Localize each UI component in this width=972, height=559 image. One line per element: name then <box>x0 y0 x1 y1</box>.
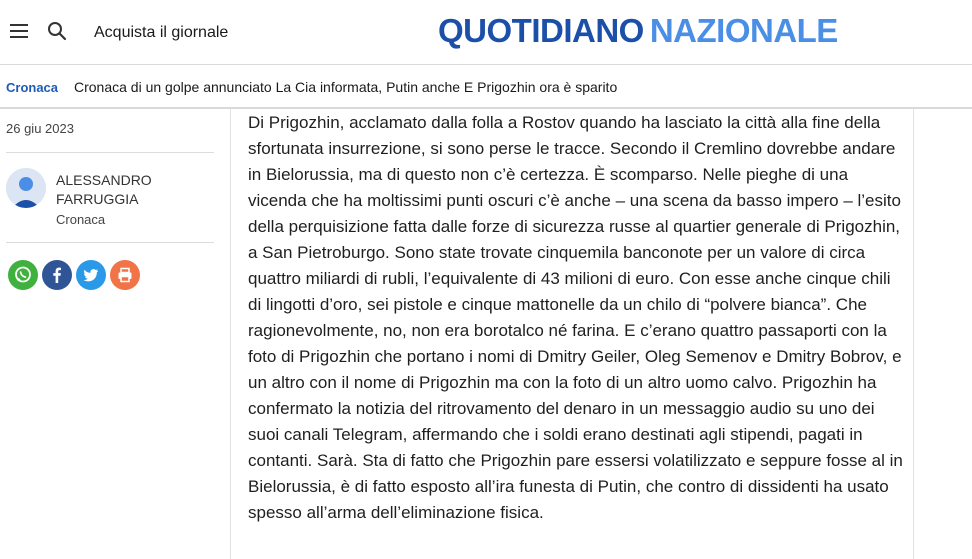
site-logo[interactable] <box>438 12 838 50</box>
divider <box>6 152 214 153</box>
print-icon <box>110 260 140 290</box>
article-paragraph: Di Prigozhin, acclamato dalla folla a Rostov quando ha lasciato la città alla fine della sfortunata insurrezione, si sono perse le tracce. Secondo il Cremlino dovrebbe andare in Bielorussia, ma di questo non c’è certezza. È scomparso. Nelle pieghe di una vicenda che ha moltissimi punti oscuri c’è anche – una scena da basso impero – l’esito della perquisizione fatta dalle forze di sicurezza russe al quartier generale di Prigozhin, a San Pietroburgo. Sono state trovate cinquemila banconote per un valore di circa quattro miliardi di rubli, l’equivalente di 43 milioni di euro. Con esse anche cinque chili di lingotti d’oro, sei pistole e cinque mattonelle da un chilo di “polvere bianca”. Che ragionevolmente, no, non era borotalco né farina. E c’erano quattro passaporti con la foto di Prigozhin che portano i nomi di Dmitry Geiler, Oleg Semenov e Dmitry Bobrov, e un altro con il nome di Prigozhin ma con la foto di un altro uomo calvo. Prigozhin ha confermato la notizia del ritrovamento del denaro in un messaggio audio su uno dei suoi canali Telegram, affermando che i soldi erano destinati agli stipendi, pagati in contanti. Sarà. Sta di fatto che Prigozhin pare essersi volatilizzato e seppure fosse al in Bielorussia, è di fatto esposto all’ira funesta di Putin, che contro di dissidenti ha usato spesso all’arma dell’eliminazione fisica. <box>248 113 903 522</box>
breadcrumb <box>0 65 972 109</box>
top-navbar <box>0 0 972 65</box>
facebook-share-button[interactable] <box>42 260 72 290</box>
logo-part-2: NAZIONALE <box>649 12 838 49</box>
facebook-icon <box>42 260 72 290</box>
section-link-cronaca[interactable]: Cronaca <box>6 80 59 95</box>
author-avatar[interactable] <box>6 168 46 208</box>
logo-part-1: QUOTIDIANO <box>438 12 644 49</box>
twitter-share-button[interactable] <box>76 260 106 290</box>
twitter-icon <box>76 260 106 290</box>
author-role: Cronaca <box>56 212 106 227</box>
search-icon[interactable] <box>47 21 67 41</box>
article-body <box>230 109 914 559</box>
whatsapp-icon <box>8 260 38 290</box>
print-share-button[interactable] <box>110 260 140 290</box>
author-name[interactable]: ALESSANDRO FARRUGGIA <box>56 172 152 207</box>
article-sidebar <box>0 109 228 559</box>
whatsapp-share-button[interactable] <box>8 260 38 290</box>
buy-newspaper-link[interactable]: Acquista il giornale <box>94 24 229 41</box>
publish-date: 26 giu 2023 <box>6 121 74 136</box>
article-headline: Cronaca di un golpe annunciato La Cia informata, Putin anche E Prigozhin ora è sparito <box>74 79 618 95</box>
divider <box>6 242 214 243</box>
hamburger-menu-icon[interactable] <box>10 22 28 40</box>
